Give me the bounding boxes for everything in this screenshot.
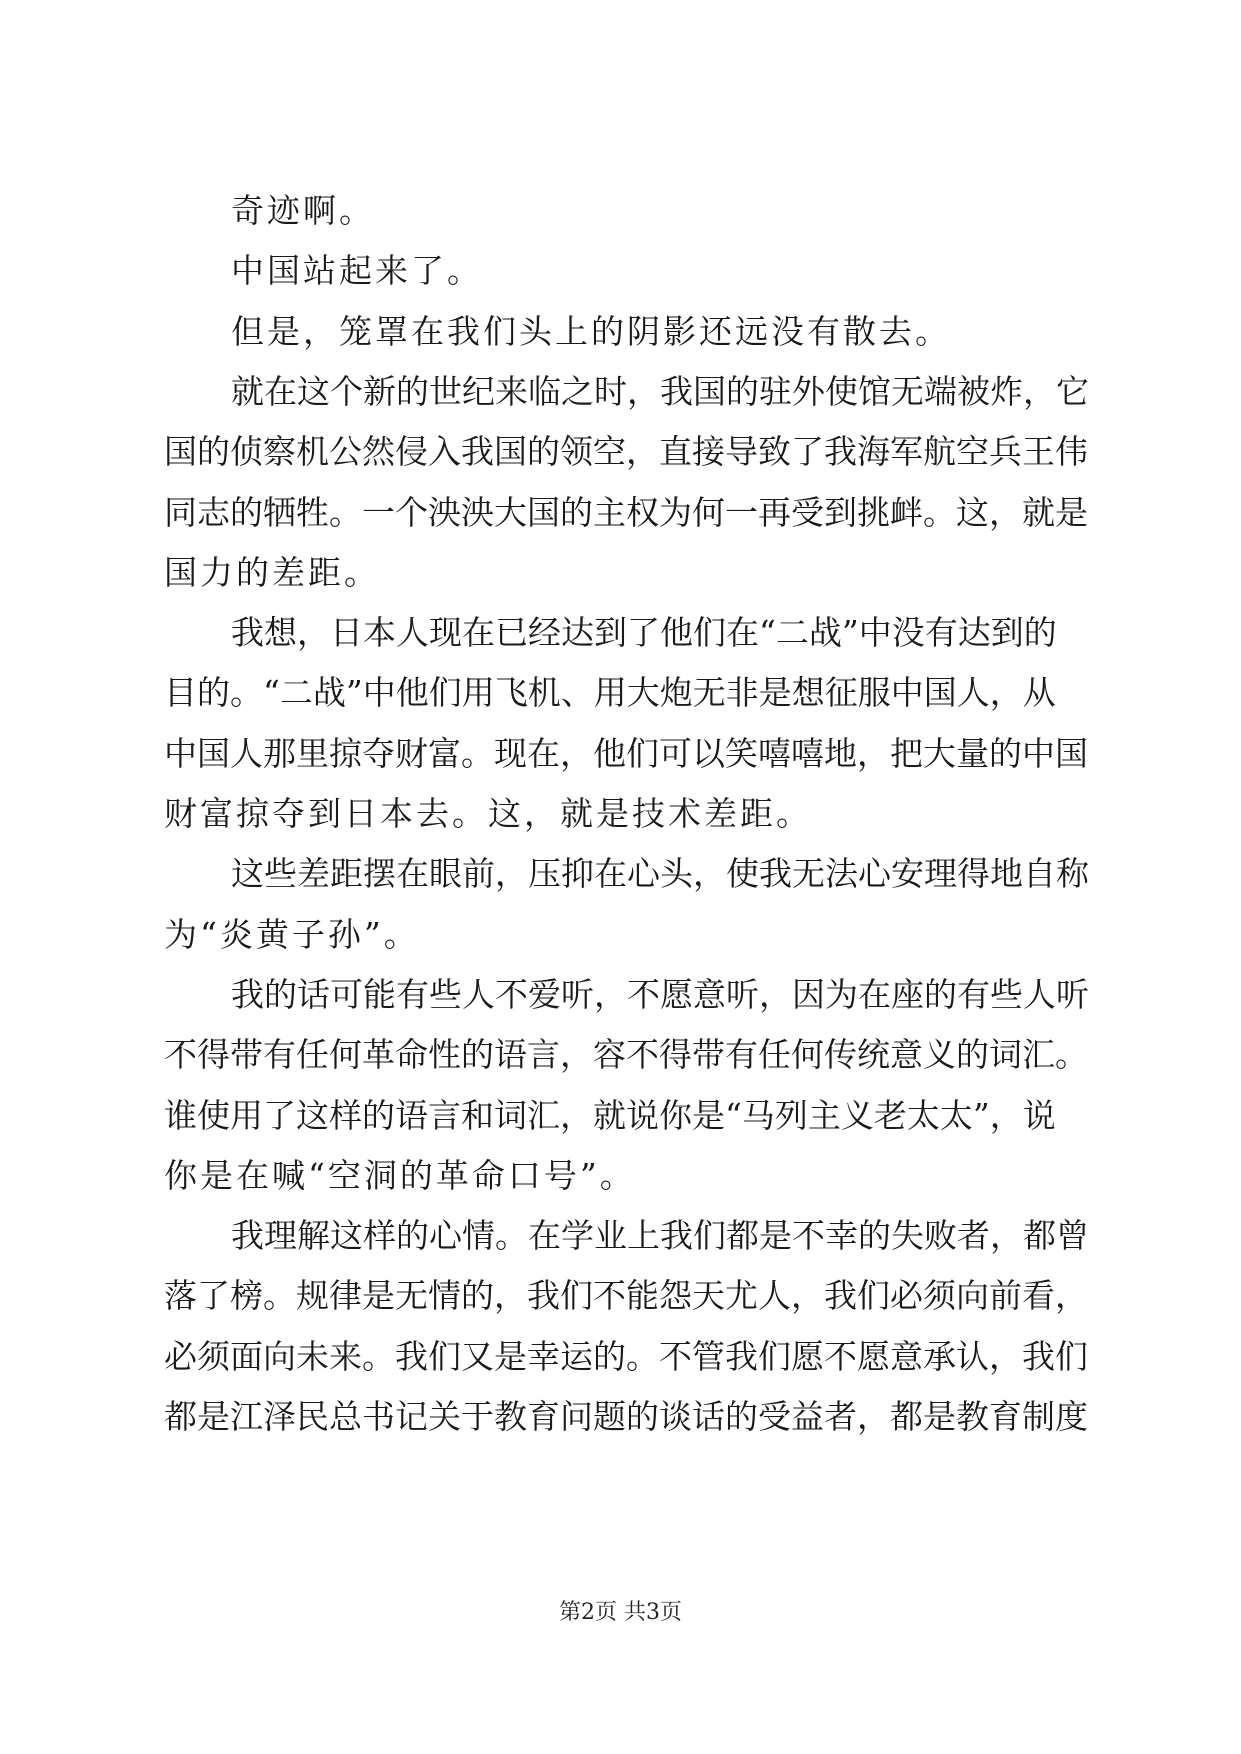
paragraph-line: 不得带有任何革命性的语言，容不得带有任何传统意义的词汇。 bbox=[164, 1035, 1088, 1074]
paragraph-line: 都是江泽民总书记关于教育问题的谈话的受益者，都是教育制度 bbox=[164, 1397, 1088, 1436]
paragraph-first-line: 但是，笼罩在我们头上的阴影还远没有散去。 bbox=[231, 312, 951, 351]
paragraph-first-line: 这些差距摆在眼前，压抑在心头，使我无法心安理得地自称 bbox=[231, 854, 1089, 893]
paragraph-first-line: 我的话可能有些人不爱听，不愿意听，因为在座的有些人听 bbox=[231, 975, 1089, 1014]
paragraph-first-line: 我想，日本人现在已经达到了他们在“二战”中没有达到的 bbox=[231, 613, 1057, 652]
paragraph-line: 必须面向未来。我们又是幸运的。不管我们愿不愿意承认，我们 bbox=[164, 1337, 1088, 1376]
paragraph-first-line: 中国站起来了。 bbox=[231, 251, 483, 290]
paragraph-line: 目的。“二战”中他们用飞机、用大炮无非是想征服中国人，从 bbox=[164, 673, 1056, 712]
paragraph-line: 中国人那里掠夺财富。现在，他们可以笑嘻嘻地，把大量的中国 bbox=[164, 734, 1088, 773]
paragraph-first-line: 就在这个新的世纪来临之时，我国的驻外使馆无端被炸，它 bbox=[231, 372, 1089, 411]
paragraph-first-line: 奇迹啊。 bbox=[231, 191, 375, 230]
paragraph-line: 谁使用了这样的语言和词汇，就说你是“马列主义老太太”，说 bbox=[164, 1096, 1056, 1135]
paragraph-line: 为“炎黄子孙”。 bbox=[164, 915, 420, 954]
page-footer: 第2页 共3页 bbox=[559, 1600, 682, 1625]
paragraph-line: 国的侦察机公然侵入我国的领空，直接导致了我海军航空兵王伟 bbox=[164, 432, 1088, 471]
paragraph-line: 国力的差距。 bbox=[164, 553, 380, 592]
paragraph-line: 财富掠夺到日本去。这，就是技术差距。 bbox=[164, 794, 812, 833]
paragraph-line: 同志的牺牲。一个泱泱大国的主权为何一再受到挑衅。这，就是 bbox=[164, 493, 1088, 532]
paragraph-line: 你是在喊“空洞的革命口号”。 bbox=[164, 1156, 636, 1195]
paragraph-first-line: 我理解这样的心情。在学业上我们都是不幸的失败者，都曾 bbox=[231, 1216, 1089, 1255]
paragraph-line: 落了榜。规律是无情的，我们不能怨天尤人，我们必须向前看， bbox=[164, 1276, 1088, 1315]
